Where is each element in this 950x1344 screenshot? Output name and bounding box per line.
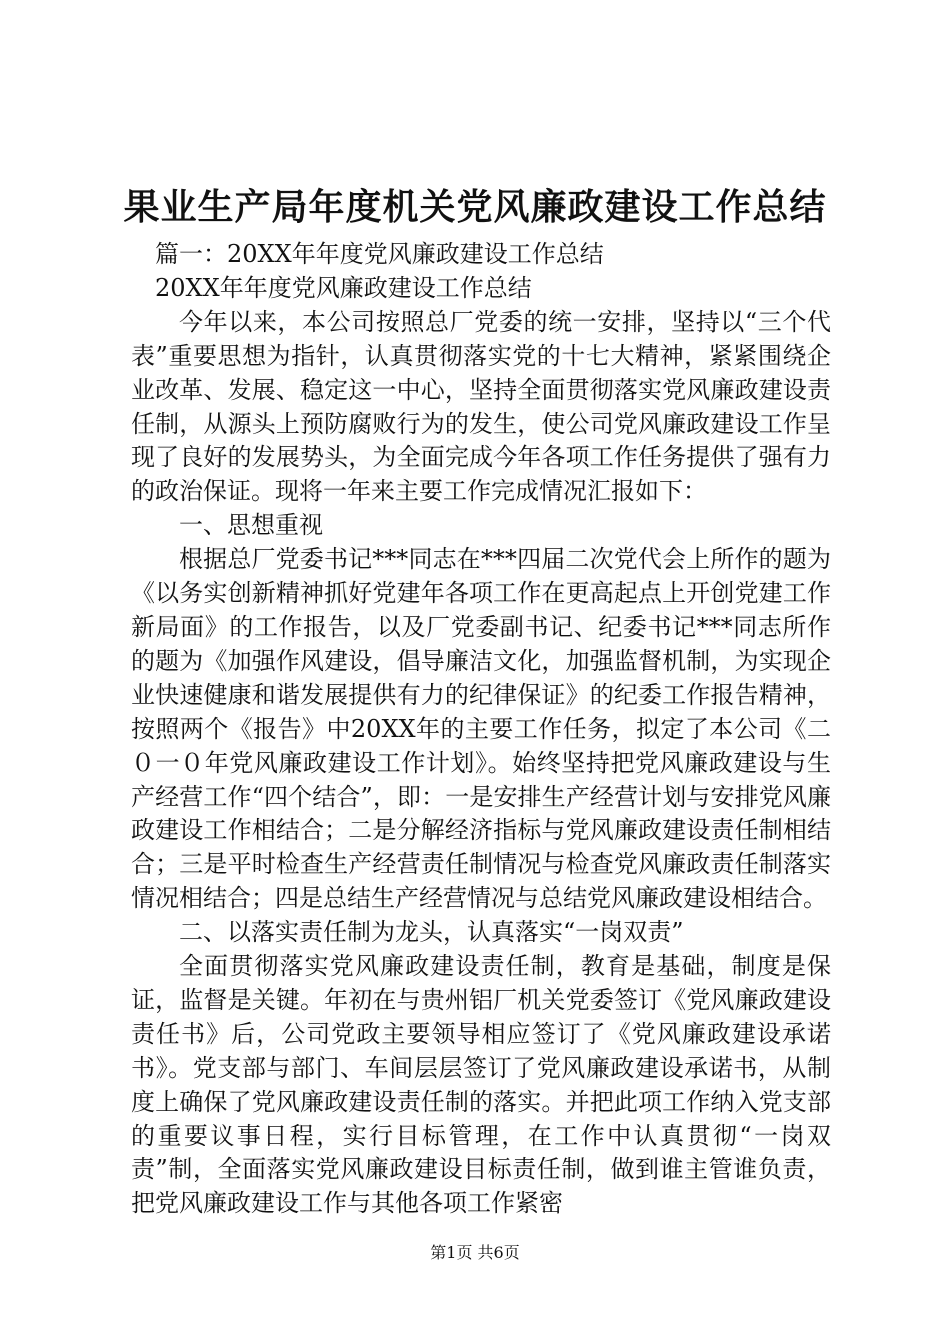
section-1-paragraph: 根据总厂党委书记***同志在***四届二次党代会上所作的题为《以务实创新精神抓好党建年各项工作在更高起点上开创党建工作新局面》的工作报告，以及厂党委副书记、纪委书记***同志所作的题为《加强作风建设，倡导廉洁文化，加强监督机制，为实现企业快速健康和谐发展提供有力的纪律保证》的纪委工作报告精神，按照两个《报告》中20XX年的主要工作任务，拟定了本公司《二０一０年党风廉政建设工作计划》。始终坚持把党风廉政建设与生产经营工作“四个结合”，即：一是安排生产经营计划与安排党风廉政建设工作相结合；二是分解经济指标与党风廉政建设责任制相结合；三是平时检查生产经营责任制情况与检查党风廉政责任制落实情况相结合；四是总结生产经营情况与总结党风廉政建设相结合。 bbox=[131, 545, 831, 913]
intro-paragraph: 今年以来，本公司按照总厂党委的统一安排，坚持以“三个代表”重要思想为指针，认真贯彻落实党的十七大精神，紧紧围绕企业改革、发展、稳定这一中心，坚持全面贯彻落实党风廉政建设责任制，从源头上预防腐败行为的发生，使公司党风廉政建设工作呈现了良好的发展势头，为全面完成今年各项工作任务提供了强有力的政治保证。现将一年来主要工作完成情况汇报如下： bbox=[131, 307, 831, 506]
document-body bbox=[131, 238, 831, 1221]
article-subtitle: 20XX年年度党风廉政建设工作总结 bbox=[155, 273, 532, 302]
section-heading-2: 二、以落实责任制为龙头，认真落实“一岗双责” bbox=[179, 918, 684, 947]
document-title: 果业生产局年度机关党风廉政建设工作总结 bbox=[123, 187, 827, 228]
section-2-paragraph: 全面贯彻落实党风廉政建设责任制，教育是基础，制度是保证，监督是关键。年初在与贵州铝厂机关党委签订《党风廉政建设责任书》后，公司党政主要领导相应签订了《党风廉政建设承诺书》。党支部与部门、车间层层签订了党风廉政建设承诺书，从制度上确保了党风廉政建设责任制的落实。并把此项工作纳入党支部的重要议事日程，实行目标管理，在工作中认真贯彻“一岗双责”制，全面落实党风廉政建设目标责任制，做到谁主管谁负责，把党风廉政建设工作与其他各项工作紧密 bbox=[131, 952, 831, 1218]
page-number-footer: 第1页 共6页 bbox=[430, 1243, 520, 1262]
section-heading-1: 一、思想重视 bbox=[179, 511, 323, 540]
article-heading: 篇一：20XX年年度党风廉政建设工作总结 bbox=[155, 240, 604, 268]
